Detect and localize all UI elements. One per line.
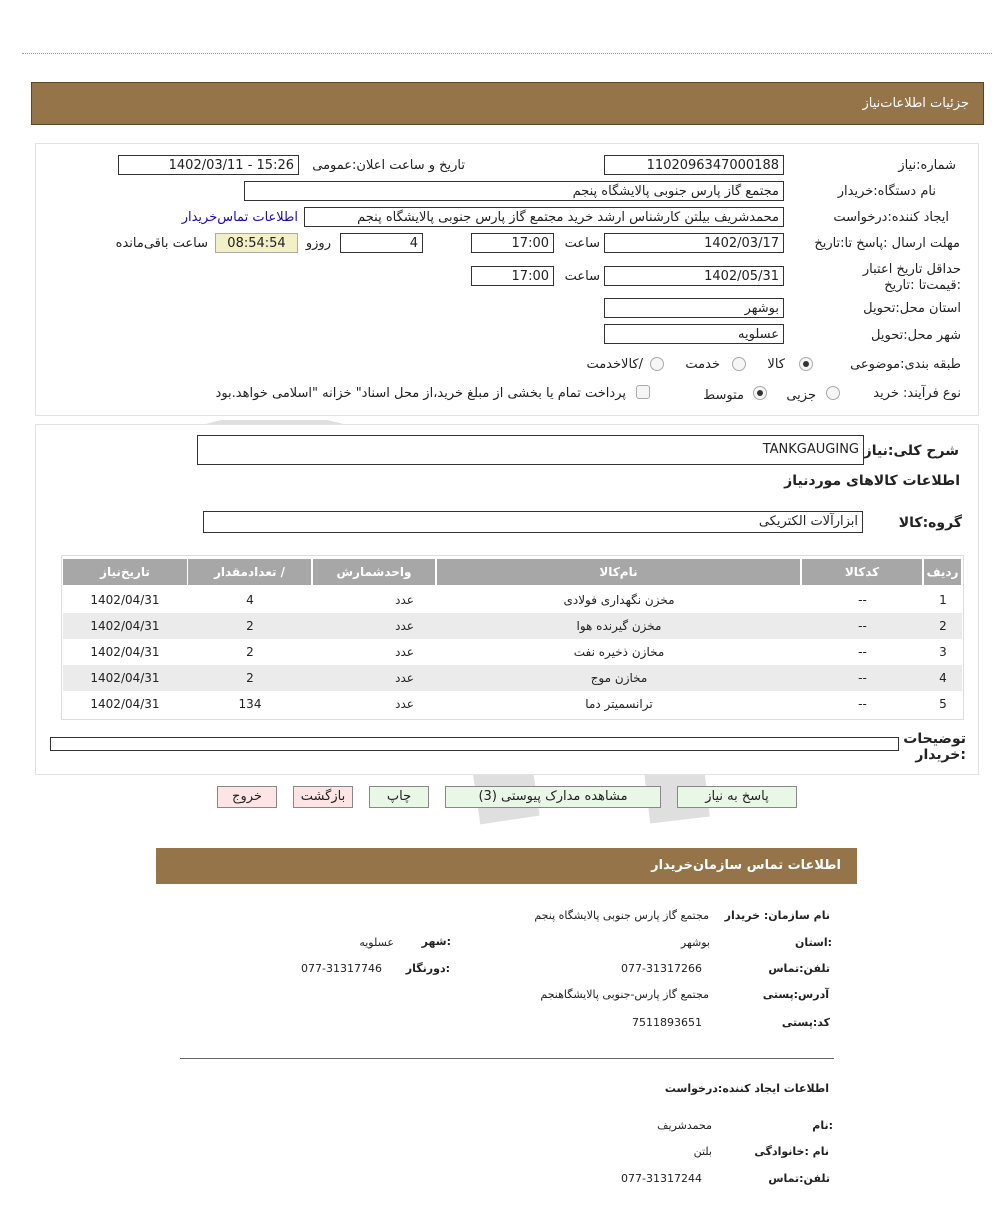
table-row bbox=[63, 587, 962, 613]
announce-label: تاریخ و ساعت اعلان:عمومی bbox=[312, 158, 465, 173]
contact-province-value: بوشهر bbox=[680, 936, 710, 949]
table-header bbox=[63, 559, 962, 585]
remaining-label: ساعت باقی‌مانده bbox=[115, 236, 208, 251]
treasury-payment-checkbox[interactable] bbox=[636, 385, 650, 399]
fax-value: 077-31317746 bbox=[301, 962, 382, 975]
attachments-button[interactable]: مشاهده مدارک پیوستی (3) bbox=[445, 786, 661, 808]
category-service-label: خدمت bbox=[685, 357, 720, 372]
col-quantity: / تعدادمقدار bbox=[188, 559, 312, 585]
deadline-time-field: 17:00 bbox=[471, 233, 554, 253]
exit-button[interactable]: خروج bbox=[217, 786, 277, 808]
phone-label: تلفن:تماس bbox=[768, 962, 830, 975]
contact-province-label: :استان bbox=[795, 936, 832, 949]
col-need-date: تاریخ‌نیاز bbox=[63, 559, 187, 585]
deadline-label: مهلت ارسال :پاسخ تا:تاریخ bbox=[814, 236, 960, 251]
need-description-field: TANKGAUGING bbox=[197, 435, 864, 465]
deadline-date-field: 1402/03/17 bbox=[604, 233, 784, 253]
cell-quantity: 2 bbox=[246, 619, 254, 633]
contact-city-label: :شهر bbox=[421, 935, 451, 948]
page-header bbox=[31, 82, 984, 125]
contact-header bbox=[156, 848, 857, 884]
cell-item-name: ترانسمیتر دما bbox=[585, 697, 653, 711]
goods-info-title: اطلاعات کالاهای موردنیاز bbox=[784, 473, 960, 489]
process-partial-label: جزیی bbox=[786, 388, 816, 403]
creator-name-value: محمدشریف bbox=[657, 1119, 712, 1132]
contact-title: اطلاعات تماس سازمان‌خریدار bbox=[651, 858, 841, 873]
cell-row-number: 3 bbox=[939, 645, 947, 659]
cell-need-date: 1402/04/31 bbox=[90, 593, 160, 607]
cell-item-name: مخزن گیرنده هوا bbox=[576, 619, 662, 633]
cell-unit: عدد bbox=[395, 593, 414, 607]
category-both-label: /کالاخدمت bbox=[586, 357, 643, 372]
cell-quantity: 4 bbox=[246, 593, 254, 607]
cell-unit: عدد bbox=[395, 619, 414, 633]
validity-date-field: 1402/05/31 bbox=[604, 266, 784, 286]
goods-group-label: گروه:کالا bbox=[898, 515, 962, 531]
remaining-timer: 08:54:54 bbox=[215, 233, 298, 253]
validity-time-field: 17:00 bbox=[471, 266, 554, 286]
city-label: شهر محل:تحویل bbox=[871, 328, 961, 343]
cell-row-number: 2 bbox=[939, 619, 947, 633]
category-label: طبقه بندی:موضوعی bbox=[850, 357, 961, 372]
cell-item-code: -- bbox=[858, 671, 867, 685]
cell-need-date: 1402/04/31 bbox=[90, 697, 160, 711]
cell-quantity: 134 bbox=[238, 697, 262, 711]
buyer-notes-field bbox=[50, 737, 899, 751]
top-divider bbox=[22, 53, 992, 54]
days-label: روزو bbox=[305, 236, 331, 251]
buyer-org-label: نام دستگاه:خریدار bbox=[837, 184, 936, 199]
cell-need-date: 1402/04/31 bbox=[90, 645, 160, 659]
creator-title: اطلاعات ایجاد کننده:درخواست bbox=[664, 1082, 829, 1095]
cell-unit: عدد bbox=[395, 697, 414, 711]
cell-item-name: مخزن نگهداری فولادی bbox=[563, 593, 675, 607]
cell-row-number: 1 bbox=[939, 593, 947, 607]
cell-need-date: 1402/04/31 bbox=[90, 619, 160, 633]
breadcrumb: جزئیات اطلاعات‌نیاز bbox=[862, 96, 969, 111]
cell-item-code: -- bbox=[858, 593, 867, 607]
col-item-code: کدکالا bbox=[802, 559, 923, 585]
category-service-radio[interactable] bbox=[732, 357, 746, 371]
need-number-field: 1102096347000188 bbox=[604, 155, 784, 175]
address-value: مجتمع گاز پارس-جنوبی پالایشگاهنجم bbox=[540, 988, 709, 1001]
contact-city-value: عسلویه bbox=[359, 936, 394, 949]
cell-row-number: 4 bbox=[939, 671, 947, 685]
deadline-time-label: ساعت bbox=[564, 236, 600, 251]
process-medium-label: متوسط bbox=[703, 388, 744, 403]
process-medium-radio[interactable] bbox=[753, 386, 767, 400]
address-label: آدرس:پستی bbox=[762, 988, 829, 1001]
treasury-payment-note: پرداخت تمام یا بخشی از مبلغ خرید،از محل اسناد" خزانه "اسلامی خواهد.بود bbox=[215, 386, 626, 401]
postal-value: 7511893651 bbox=[632, 1016, 702, 1029]
table-row bbox=[63, 691, 962, 717]
province-label: استان محل:تحویل bbox=[863, 301, 961, 316]
validity-label: حداقل تاریخ اعتبار :قیمت‌تا :تاریخ bbox=[862, 262, 961, 293]
col-row-number: ردیف bbox=[924, 559, 962, 585]
creator-family-value: بلتن bbox=[693, 1145, 712, 1158]
goods-group-field: ابزارآلات الکتریکی bbox=[203, 511, 863, 533]
cell-quantity: 2 bbox=[246, 671, 254, 685]
days-field: 4 bbox=[340, 233, 423, 253]
need-number-label: شماره:نیاز bbox=[898, 158, 956, 173]
requester-label: ایجاد کننده:درخواست bbox=[833, 210, 949, 225]
org-label: نام سازمان: خریدار bbox=[724, 909, 830, 922]
validity-time-label: ساعت bbox=[564, 269, 600, 284]
col-item-name: نام‌کالا bbox=[437, 559, 801, 585]
province-field: بوشهر bbox=[604, 298, 784, 318]
col-unit: واحدشمارش bbox=[313, 559, 436, 585]
creator-phone-value: 077-31317244 bbox=[621, 1172, 702, 1185]
process-partial-radio[interactable] bbox=[826, 386, 840, 400]
cell-unit: عدد bbox=[395, 645, 414, 659]
cell-item-code: -- bbox=[858, 645, 867, 659]
cell-item-code: -- bbox=[858, 697, 867, 711]
cell-need-date: 1402/04/31 bbox=[90, 671, 160, 685]
category-goods-radio[interactable] bbox=[799, 357, 813, 371]
phone-value: 077-31317266 bbox=[621, 962, 702, 975]
buyer-contact-link[interactable]: اطلاعات تماس‌خریدار bbox=[181, 210, 298, 225]
cell-unit: عدد bbox=[395, 671, 414, 685]
category-goods-label: کالا bbox=[767, 357, 785, 372]
print-button[interactable]: چاپ bbox=[369, 786, 429, 808]
requester-field: محمدشریف بیلتن کارشناس ارشد خرید مجتمع گاز پارس جنوبی پالایشگاه پنجم bbox=[304, 207, 784, 227]
announce-field: 1402/03/11 - 15:26 bbox=[118, 155, 299, 175]
cell-item-code: -- bbox=[858, 619, 867, 633]
creator-family-label: نام :خانوادگی bbox=[754, 1145, 829, 1158]
category-both-radio[interactable] bbox=[650, 357, 664, 371]
creator-name-label: :نام bbox=[812, 1119, 833, 1132]
fax-label: :دورنگار bbox=[405, 962, 450, 975]
cell-item-name: مخازن ذخیره نفت bbox=[573, 645, 665, 659]
cell-quantity: 2 bbox=[246, 645, 254, 659]
need-description-label: شرح کلی:نیاز bbox=[863, 443, 959, 459]
back-button[interactable]: بازگشت bbox=[293, 786, 353, 808]
city-field: عسلویه bbox=[604, 324, 784, 344]
table-row bbox=[63, 665, 962, 691]
cell-row-number: 5 bbox=[939, 697, 947, 711]
creator-phone-label: تلفن:تماس bbox=[768, 1172, 830, 1185]
contact-divider bbox=[180, 1058, 834, 1059]
postal-label: کد:پستی bbox=[781, 1016, 830, 1029]
cell-item-name: مخازن موج bbox=[590, 671, 648, 685]
table-row bbox=[63, 613, 962, 639]
buyer-org-field: مجتمع گاز پارس جنوبی پالایشگاه پنجم bbox=[244, 181, 784, 201]
table-row bbox=[63, 639, 962, 665]
reply-button[interactable]: پاسخ به نیاز bbox=[677, 786, 797, 808]
buyer-notes-label: توضیحات :خریدار bbox=[903, 731, 966, 763]
org-value: مجتمع گاز پارس جنوبی پالایشگاه پنجم bbox=[534, 909, 709, 922]
process-label: نوع فرآیند: خرید bbox=[873, 386, 961, 401]
